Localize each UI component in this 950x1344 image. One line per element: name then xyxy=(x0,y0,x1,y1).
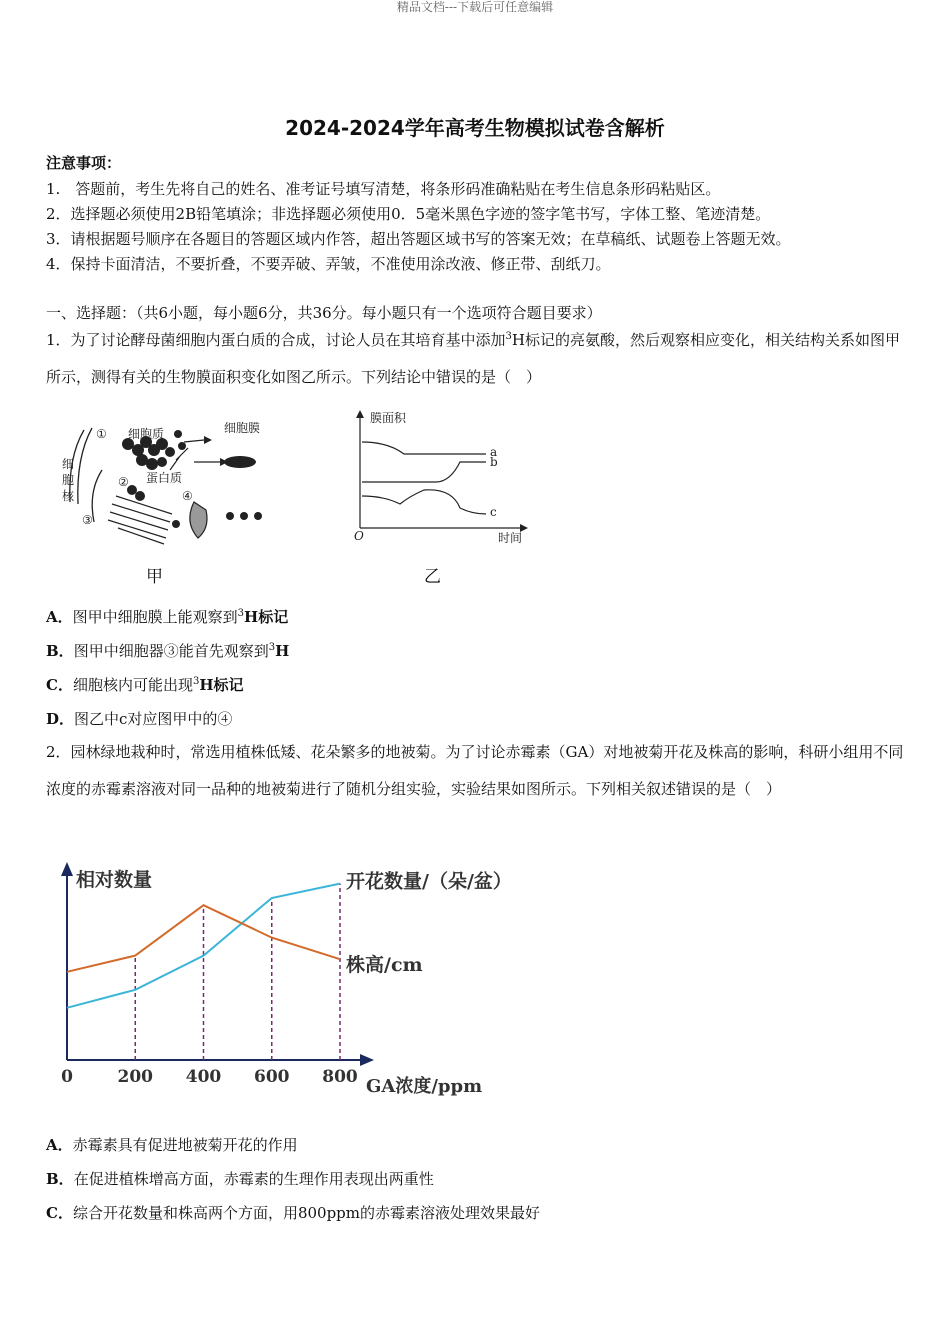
option-label: A． xyxy=(46,1136,73,1154)
option-text: 图甲中细胞器③能首先观察到 xyxy=(73,642,269,660)
option-text: 赤霉素具有促进地被菊开花的作用 xyxy=(72,1136,298,1154)
curve-b xyxy=(362,462,486,482)
q2-option-b xyxy=(46,1168,434,1189)
figure-yi xyxy=(340,406,540,550)
yi-origin: O xyxy=(354,529,364,543)
q2-option-c xyxy=(46,1202,540,1223)
curve-c-label: c xyxy=(490,505,497,519)
x-tick-label: 200 xyxy=(117,1067,153,1087)
option-text-post: H标记 xyxy=(244,608,289,626)
option-text-post: H xyxy=(275,642,290,660)
label-cell-membrane: 细胞膜 xyxy=(224,421,261,435)
x-tick-label: 0 xyxy=(61,1067,73,1087)
option-label: D． xyxy=(46,710,75,728)
label-nucleus-2: 胞 xyxy=(62,473,75,487)
q1-option-d xyxy=(46,708,232,729)
option-text: 综合开花数量和株高两个方面，用800ppm的赤霉素溶液处理效果最好 xyxy=(72,1204,541,1222)
figure-jia-caption: 甲 xyxy=(146,567,163,587)
label-1: ① xyxy=(96,427,107,441)
chart-y-arrow xyxy=(61,862,73,876)
figure-jia xyxy=(58,412,278,552)
x-tick-label: 400 xyxy=(185,1067,222,1087)
chart-x-arrow xyxy=(360,1054,374,1066)
option-text: 图甲中细胞膜上能观察到 xyxy=(72,608,238,626)
watermark: 精品文档---下载后可任意编辑 xyxy=(396,0,554,14)
notice-item: 4．保持卡面清洁，不要折叠，不要弄破、弄皱，不准使用涂改液、修正带、刮纸刀。 xyxy=(46,255,611,273)
page-title: 2024-2024学年高考生物模拟试卷含解析 xyxy=(285,116,665,140)
x-tick-label: 600 xyxy=(254,1067,290,1087)
figure-yi-caption: 乙 xyxy=(424,567,441,587)
label-nucleus-3: 核 xyxy=(62,489,75,503)
q1-option-c xyxy=(46,674,244,695)
label-protein: 蛋白质 xyxy=(146,471,183,485)
option-text-post: H标记 xyxy=(199,676,244,694)
legend-flowers: 开花数量/（朵/盆） xyxy=(346,870,512,893)
yi-xlabel: 时间 xyxy=(498,531,523,545)
section-heading: 一、选择题：（共6小题，每小题6分，共36分。每小题只有一个选项符合题目要求） xyxy=(46,304,602,322)
question-2-stem: 2．园林绿地栽种时，常选用植株低矮、花朵繁多的地被菊。为了讨论赤霉素（GA）对地被菊开花及株高的影响，科研小组用不同浓度的赤霉素溶液对同一品种的地被菊进行了随机分组实验，实验结果如图所示。下列相关叙述错误的是（ ） xyxy=(46,743,904,798)
option-text: 在促进植株增高方面，赤霉素的生理作用表现出两重性 xyxy=(73,1170,434,1188)
notice-item: 3．请根据题号顺序在各题目的答题区域内作答，超出答题区域书写的答案无效；在草稿纸、试题卷上答题无效。 xyxy=(46,230,791,248)
option-text: 细胞核内可能出现 xyxy=(72,676,193,694)
label-4: ④ xyxy=(182,489,193,503)
option-label: A． xyxy=(46,608,73,626)
option-sup: 3 xyxy=(192,676,200,687)
label-3: ③ xyxy=(82,513,93,527)
q1-option-a xyxy=(46,606,288,627)
notice-heading: 注意事项： xyxy=(46,154,122,172)
notice-item: 1. 答题前，考生先将自己的姓名、准考证号填写清楚，将条形码准确粘贴在考生信息条形码粘贴区。 xyxy=(46,180,721,198)
q1-text-b: H标记的亮氨酸，然后观察相应变化，相关结构关系如图甲所示，测得有关的生物膜面积变化如图乙所示。下列结论中错误的是（ ） xyxy=(46,331,901,386)
curve-b-label: b xyxy=(490,455,498,469)
curve-a-label: a xyxy=(490,445,498,459)
q1-sup: 3 xyxy=(505,331,512,342)
option-text: 图乙中c对应图甲中的④ xyxy=(74,710,233,728)
question-1-stem xyxy=(46,318,906,396)
chart-ylabel: 相对数量 xyxy=(76,869,153,891)
legend-height: 株高/cm xyxy=(346,954,423,977)
x-tick-label: 800 xyxy=(322,1067,358,1087)
option-label: B． xyxy=(46,642,74,660)
option-sup: 3 xyxy=(237,608,245,619)
q1-option-b xyxy=(46,640,289,661)
ga-chart xyxy=(40,860,540,1100)
chart-xlabel: GA浓度/ppm xyxy=(366,1076,483,1097)
er-membrane xyxy=(92,470,102,522)
notice-item: 2．选择题必须使用2B铅笔填涂；非选择题必须使用0．5毫米黑色字迹的签字笔书写，字体工整、笔迹清楚。 xyxy=(46,205,771,223)
option-label: C． xyxy=(46,676,73,694)
q1-text-a: 1．为了讨论酵母菌细胞内蛋白质的合成，讨论人员在其培育基中添加 xyxy=(46,331,506,349)
label-cytoplasm: 细胞质 xyxy=(128,427,165,441)
curve-a xyxy=(362,442,486,454)
label-2: ② xyxy=(118,475,129,489)
option-label: B． xyxy=(46,1170,74,1188)
yi-ylabel: 膜面积 xyxy=(370,411,407,425)
option-label: C． xyxy=(46,1204,73,1222)
curve-c xyxy=(362,490,486,514)
q2-option-a xyxy=(46,1134,298,1155)
label-nucleus-1: 细 xyxy=(62,457,75,471)
option-sup: 3 xyxy=(268,642,276,653)
